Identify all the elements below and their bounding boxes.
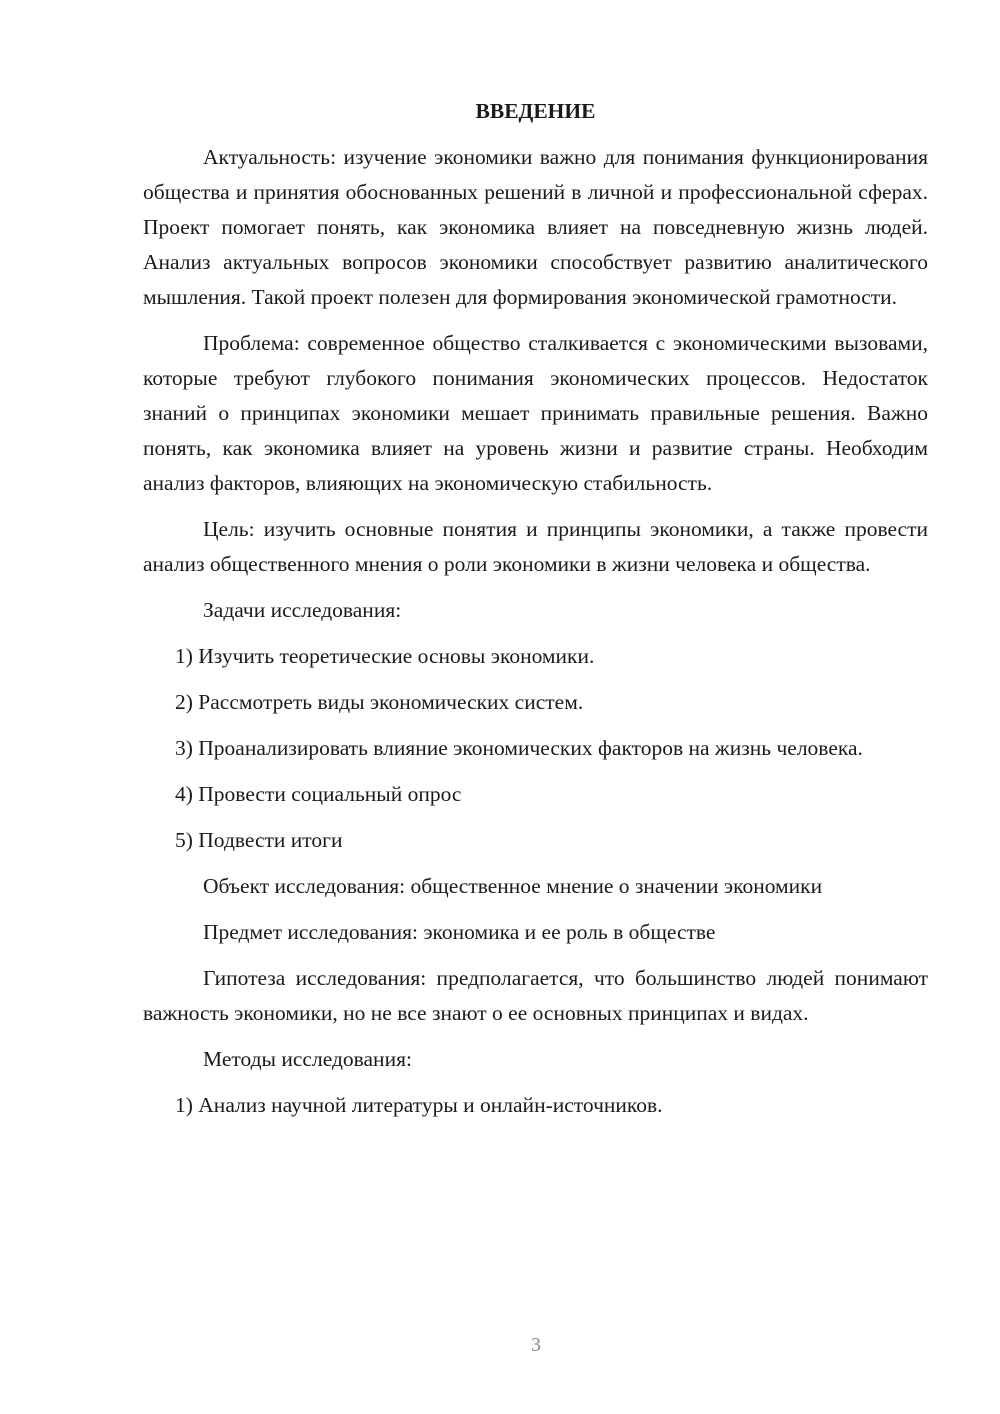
task-item: 1) Изучить теоретические основы экономики. — [175, 644, 595, 668]
page-number: 3 — [531, 1334, 541, 1356]
page-content — [143, 94, 928, 1134]
research-object: Объект исследования: общественное мнение о значении экономики — [203, 874, 823, 898]
methods-heading: Методы исследования: — [203, 1047, 412, 1071]
problem-paragraph: Проблема: современное общество сталкивается с экономическими вызовами, которые требуют глубокого понимания экономических процессов. Недостаток знаний о принципах экономики мешает принимать правильные решения. Важно понять, как экономика влияет на уровень жизни и развитие страны. Необходим анализ факторов, влияющих на экономическую стабильность. — [143, 331, 928, 495]
research-subject: Предмет исследования: экономика и ее роль в обществе — [203, 920, 716, 944]
task-item: 3) Проанализировать влияние экономических факторов на жизнь человека. — [175, 736, 863, 760]
method-item: 1) Анализ научной литературы и онлайн-источников. — [175, 1093, 663, 1117]
tasks-heading: Задачи исследования: — [203, 598, 402, 622]
section-title: ВВЕДЕНИЕ — [475, 99, 596, 123]
task-item: 2) Рассмотреть виды экономических систем. — [175, 690, 584, 714]
task-item: 5) Подвести итоги — [175, 828, 343, 852]
relevance-paragraph: Актуальность: изучение экономики важно для понимания функционирования общества и принятия обоснованных решений в личной и профессиональной сферах. Проект помогает понять, как экономика влияет на повседневную жизнь людей. Анализ актуальных вопросов экономики способствует развитию аналитического мышления. Такой проект полезен для формирования экономической грамотности. — [143, 145, 928, 309]
hypothesis-paragraph: Гипотеза исследования: предполагается, что большинство людей понимают важность экономики, но не все знают о ее основных принципах и видах. — [143, 966, 928, 1025]
goal-paragraph: Цель: изучить основные понятия и принципы экономики, а также провести анализ общественного мнения о роли экономики в жизни человека и общества. — [143, 517, 928, 576]
task-item: 4) Провести социальный опрос — [175, 782, 462, 806]
